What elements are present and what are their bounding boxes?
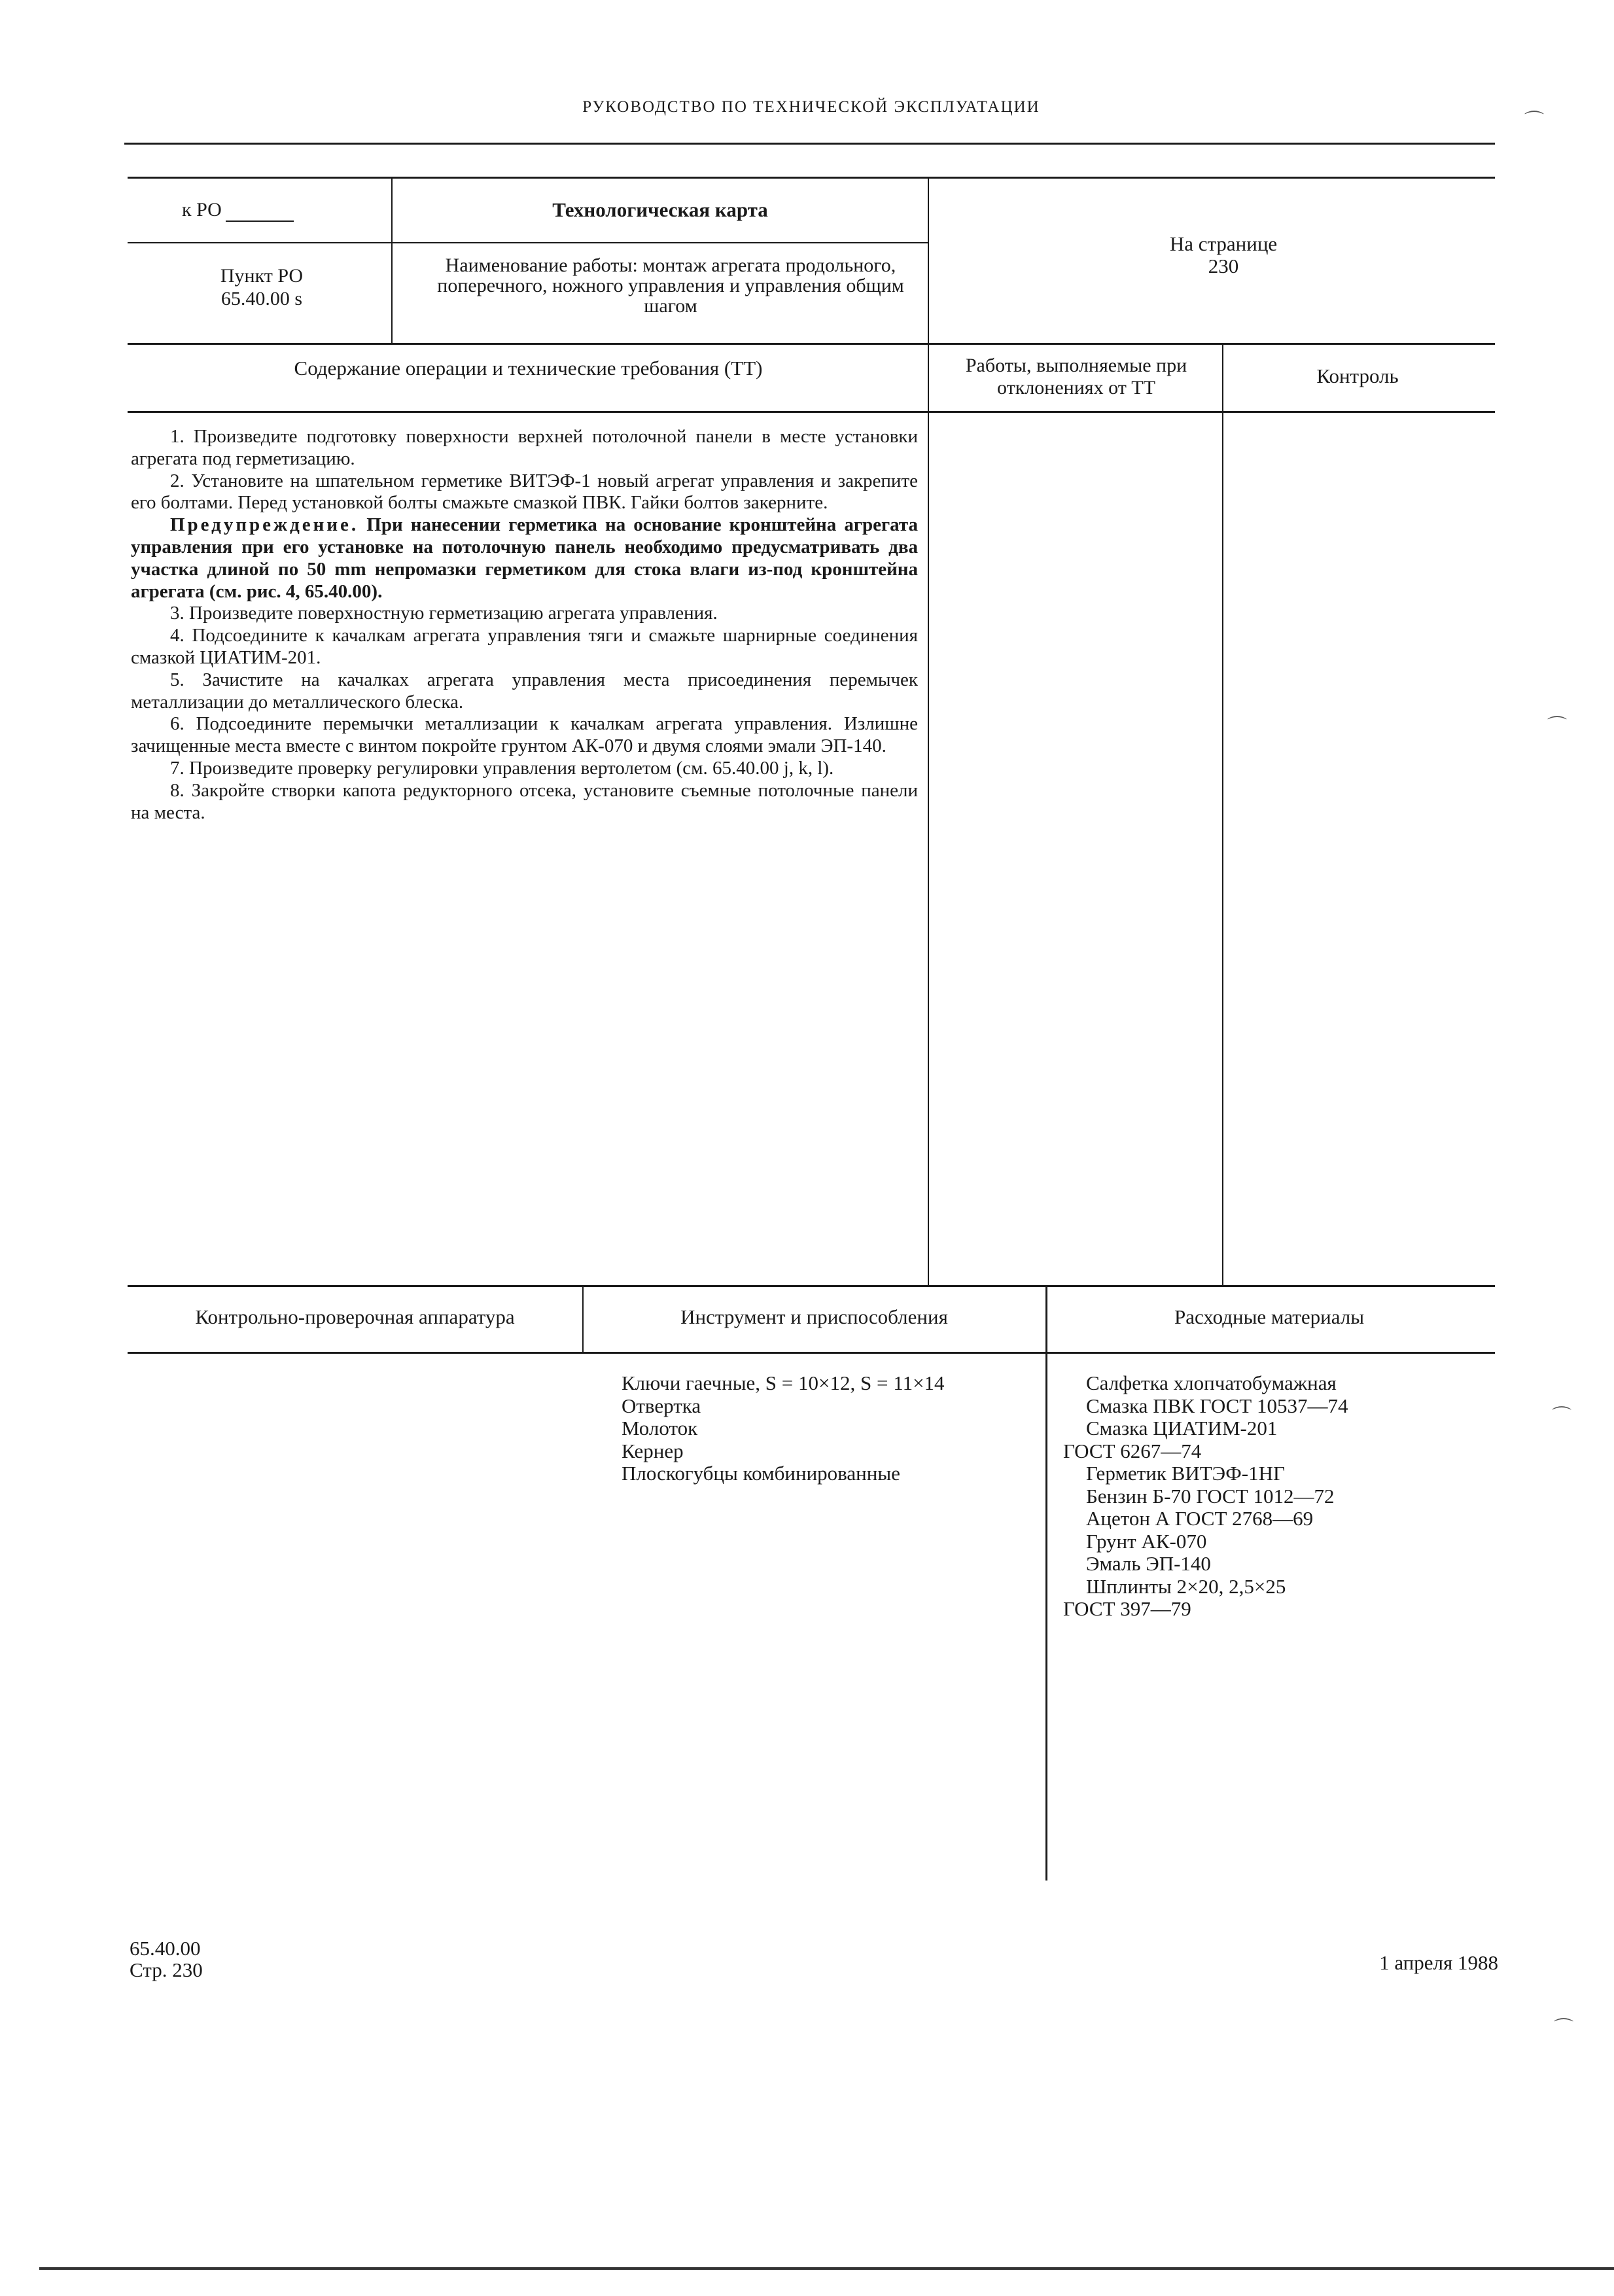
col-tools: Инструмент и приспособления: [680, 1305, 948, 1328]
binder-hole-icon: ⌒: [1554, 2017, 1573, 2040]
page-value: 230: [1208, 255, 1239, 277]
page-label: На странице: [1169, 232, 1278, 255]
operation-3: 3. Произведите поверхностную герметизацию агрегата управления.: [170, 603, 718, 624]
bottom-header-rule: [128, 1352, 1495, 1354]
material-item: ГОСТ 6267—74: [1063, 1439, 1202, 1462]
material-item: Салфетка хлопчатобумажная: [1086, 1371, 1337, 1394]
warning-label: Предупреждение.: [170, 514, 359, 536]
tool-item: Кернер: [622, 1439, 684, 1462]
operations-body: [131, 426, 918, 824]
card-title: Технологическая карта: [552, 198, 768, 221]
col-content: Содержание операции и технические требования (ТТ): [294, 357, 763, 380]
operation-6: 6. Подсоедините перемычки металлизации к качалкам агрегата управления. Излишне зачищенные места вместе с винтом покройте грунтом АК-070 и двумя слоями эмали ЭП-140.: [131, 713, 918, 757]
material-item: Смазка ЦИАТИМ-201: [1086, 1417, 1278, 1439]
tool-item: Плоскогубцы комбинированные: [622, 1462, 900, 1485]
ref-label: к РО: [182, 199, 222, 221]
col-deviations: Работы, выполняемые при отклонениях от ТТ: [965, 355, 1187, 398]
operation-4: 4. Подсоедините к качалкам агрегата управления тяги и смажьте шарнирные соединения смазкой ЦИАТИМ-201.: [131, 625, 918, 668]
material-item: Герметик ВИТЭФ-1НГ: [1086, 1462, 1285, 1485]
card-top-rule: [128, 177, 1495, 179]
material-item: Бензин Б-70 ГОСТ 1012—72: [1086, 1484, 1335, 1508]
card-bottom-rule: [128, 343, 1495, 345]
item-label: Пункт РО: [220, 265, 304, 287]
footer-section: 65.40.00: [130, 1937, 201, 1960]
operation-8: 8. Закройте створки капота редукторного отсека, установите съемные потолочные панели на места.: [131, 779, 918, 823]
card-divider-2: [928, 177, 929, 1287]
col-equipment: Контрольно-проверочная аппаратура: [195, 1305, 515, 1328]
control-divider: [1222, 343, 1223, 1287]
operation-1: 1. Произведите подготовку поверхности верхней потолочной панели в месте установки агрегата под герметизацию.: [131, 426, 918, 469]
operation-5: 5. Зачистите на качалках агрегата управления места присоединения перемычек металлизации до металлического блеска.: [131, 669, 918, 713]
warning-text: При нанесении герметика на основание кронштейна агрегата управления при его установке на потолочную панель необходимо предусматривать два участка длиной по 50 mm непромазки герметиком для стока влаги из-под кронштейна агрегата (см. рис. 4, 65.40.00).: [131, 514, 919, 602]
ref-blank: [226, 199, 294, 222]
tool-item: Ключи гаечные, S = 10×12, S = 11×14: [622, 1371, 945, 1394]
operation-7: 7. Произведите проверку регулировки управления вертолетом (см. 65.40.00 j, k, l).: [170, 757, 834, 779]
tools-list: [622, 1372, 945, 1485]
material-item: Грунт АК-070: [1086, 1529, 1207, 1553]
binder-hole-icon: ⌒: [1547, 715, 1567, 738]
tool-item: Молоток: [622, 1417, 698, 1439]
col-control: Контроль: [1316, 364, 1399, 387]
material-item: ГОСТ 397—79: [1063, 1597, 1191, 1620]
item-value: 65.40.00 s: [220, 288, 303, 309]
ref-cell: [182, 199, 294, 221]
material-item: Шплинты 2×20, 2,5×25: [1086, 1574, 1286, 1598]
operation-2: 2. Установите на шпательном герметике ВИТЭФ-1 новый агрегат управления и закрепите его болтами. Перед установкой болты смажьте смазкой ПВК. Гайки болтов закерните.: [131, 470, 918, 514]
binder-hole-icon: ⌒: [1552, 1405, 1571, 1428]
material-item: Ацетон А ГОСТ 2768—69: [1086, 1507, 1314, 1530]
footer-date: 1 апреля 1988: [1379, 1951, 1498, 1974]
bottom-edge-line: [39, 2267, 1614, 2270]
bottom-top-rule: [128, 1285, 1495, 1287]
tool-item: Отвертка: [622, 1394, 701, 1417]
bottom-divider-2: [1045, 1285, 1047, 1881]
card-mid-rule: [128, 242, 929, 243]
columns-rule: [128, 411, 1495, 413]
materials-list: [1063, 1372, 1348, 1621]
material-item: Эмаль ЭП-140: [1086, 1552, 1211, 1575]
header-rule: [124, 143, 1495, 145]
work-name: Наименование работы: монтаж агрегата продольного, поперечного, ножного управления и управления общим шагом: [437, 255, 904, 317]
material-item: Смазка ПВК ГОСТ 10537—74: [1086, 1394, 1348, 1417]
binder-hole-icon: ⌒: [1524, 110, 1544, 133]
col-materials: Расходные материалы: [1174, 1305, 1365, 1328]
footer-page: Стр. 230: [130, 1958, 203, 1981]
warning-paragraph: [131, 514, 918, 603]
running-header: РУКОВОДСТВО ПО ТЕХНИЧЕСКОЙ ЭКСПЛУАТАЦИИ: [582, 98, 1040, 116]
